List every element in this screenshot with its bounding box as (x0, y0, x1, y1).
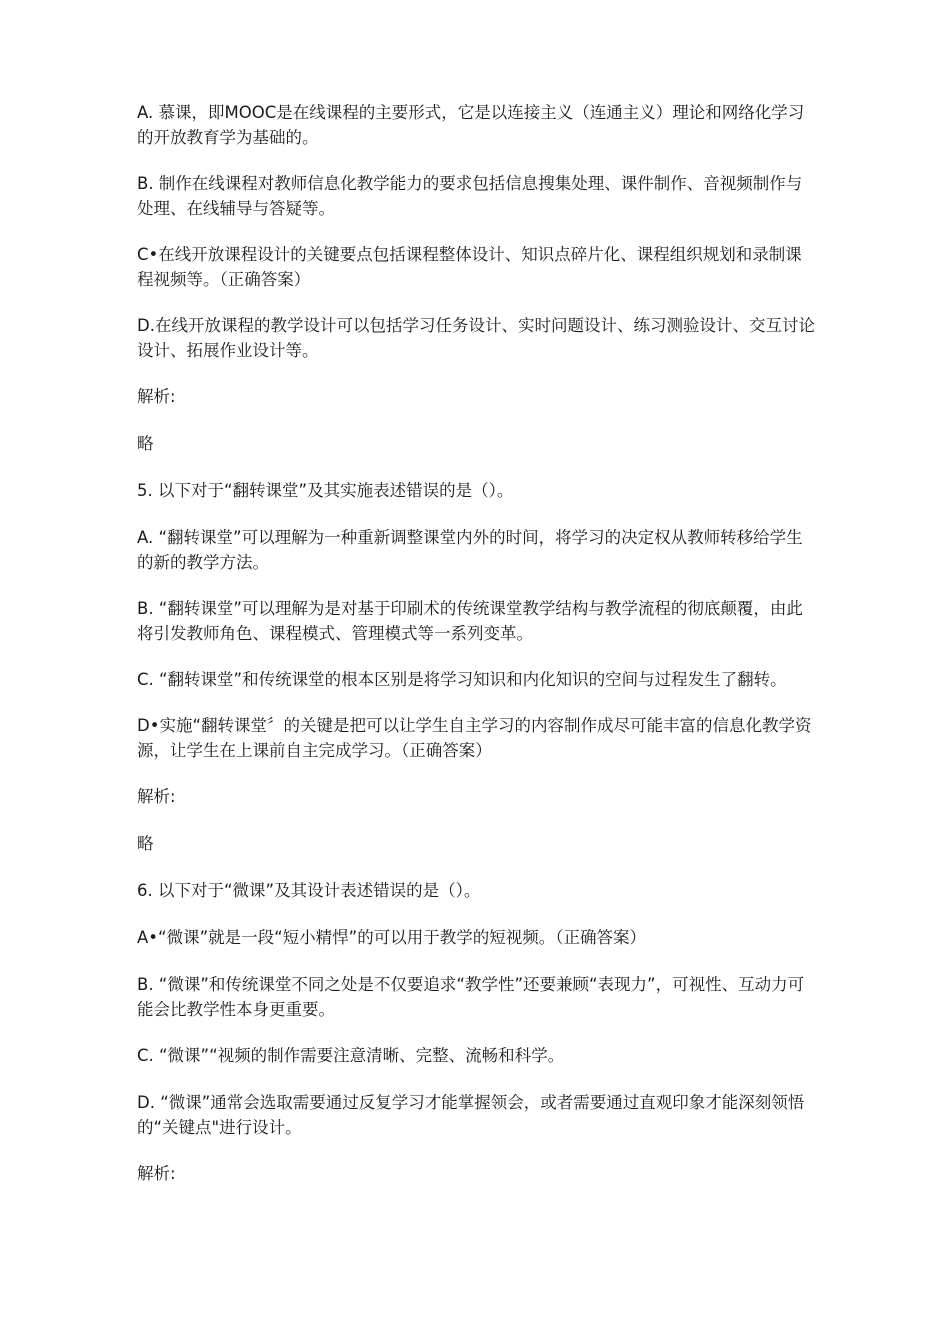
q4-analysis-text: 略 (137, 434, 154, 453)
q5-analysis-label: 解析: (137, 787, 176, 806)
q5-option-b: B. “翻转课堂”可以理解为是对基于印刷术的传统课堂教学结构与教学流程的彻底颠覆，由此将引发教师角色、课程模式、管理模式等一系列变革。 (137, 599, 803, 643)
q5-analysis-text: 略 (137, 834, 154, 853)
q4-option-c: C•在线开放课程设计的关键要点包括课程整体设计、知识点碎片化、课程组织规划和录制课程视频等。（正确答案） (137, 245, 802, 289)
q6-option-a: A•“微课”就是一段“短小精悍”的可以用于教学的短视频。（正确答案） (137, 928, 646, 947)
q4-option-d: D.在线开放课程的教学设计可以包括学习任务设计、实时问题设计、练习测验设计、交互讨论设计、拓展作业设计等。 (137, 316, 815, 360)
q5-option-a: A. “翻转课堂”可以理解为一种重新调整课堂内外的时间，将学习的决定权从教师转移给学生的新的教学方法。 (137, 528, 803, 572)
q5-option-d: D•实施“翻转课堂〞的关键是把可以让学生自主学习的内容制作成尽可能丰富的信息化教学资源，让学生在上课前自主完成学习。（正确答案） (137, 716, 812, 760)
q4-analysis-label: 解析: (137, 387, 176, 406)
q5-option-c: C. “翻转课堂”和传统课堂的根本区别是将学习知识和内化知识的空间与过程发生了翻转。 (137, 670, 787, 689)
q4-option-a: A. 慕课，即MOOC是在线课程的主要形式，它是以连接主义（连通主义）理论和网络化学习的开放教育学为基础的。 (137, 103, 805, 147)
q6-question: 6. 以下对于“微课”及其设计表述错误的是（）。 (137, 881, 481, 900)
document-page (137, 100, 817, 1208)
q5-question: 5. 以下对于“翻转课堂”及其实施表述错误的是（）。 (137, 481, 514, 500)
q6-option-c: C. “微课”“视频的制作需要注意清晰、完整、流畅和科学。 (137, 1046, 565, 1065)
q6-analysis-label: 解析: (137, 1164, 176, 1183)
q6-option-d: D. “微课”通常会选取需要通过反复学习才能掌握领会，或者需要通过直观印象才能深刻领悟的“关键点"进行设计。 (137, 1093, 805, 1137)
q4-option-b: B. 制作在线课程对教师信息化教学能力的要求包括信息搜集处理、课件制作、音视频制作与处理、在线辅导与答疑等。 (137, 174, 803, 218)
q6-option-b: B. “微课”和传统课堂不同之处是不仅要追求“教学性”还要兼顾“表现力”，可视性、互动力可能会比教学性本身更重要。 (137, 975, 805, 1019)
